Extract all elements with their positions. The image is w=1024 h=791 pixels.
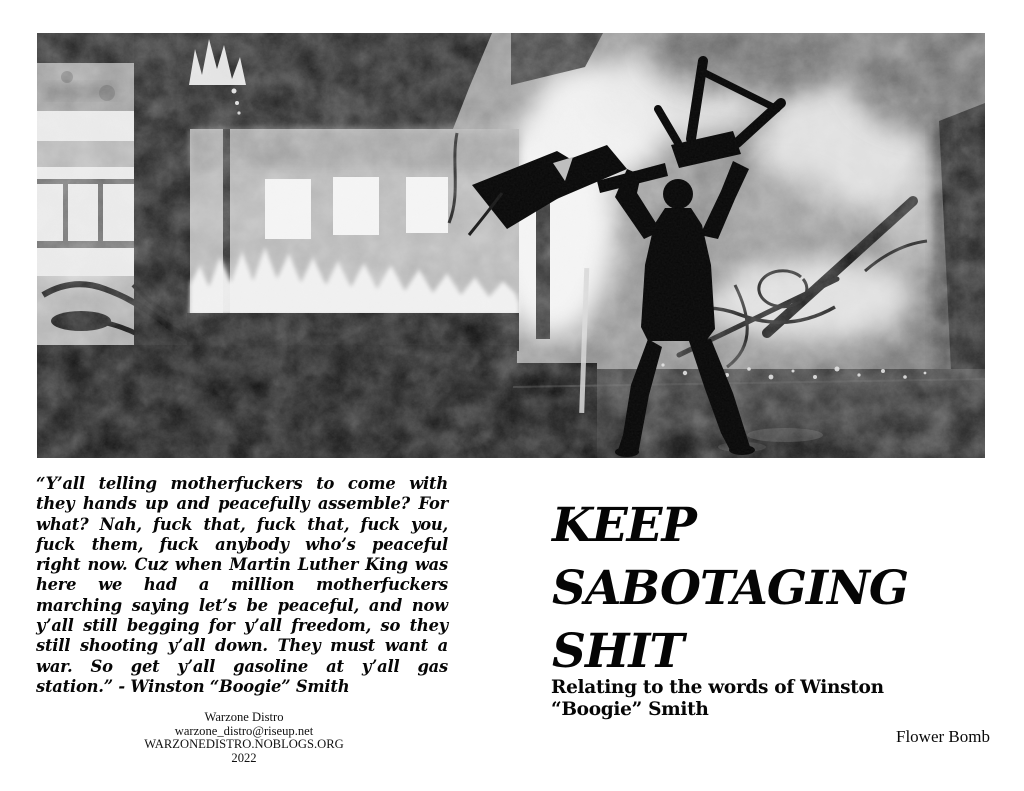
photo-grain [37, 33, 985, 458]
quote-line: war. So get y’all gasoline at y’all gas [36, 656, 448, 676]
quote-line: right now. Cuz when Martin Luther King was [36, 555, 448, 575]
author-credit: Flower Bomb [896, 727, 990, 746]
quote-line: still shooting y’all down. They must want a [36, 636, 448, 656]
burning-building-photo [37, 33, 985, 458]
quote-attribution: station.” - Winston “Boogie” Smith [36, 676, 350, 696]
quote-line: they hands up and peacefully assemble? For [36, 494, 448, 514]
publisher-website: WARZONEDISTRO.NOBLOGS.ORG [144, 737, 344, 752]
subtitle: Relating to the words of Winston “Boogie” Smith [551, 677, 884, 720]
quote-block [36, 474, 448, 697]
title-line: SABOTAGING [552, 561, 909, 616]
page-title [552, 494, 992, 683]
quote-line: fuck them, fuck anybody who’s peaceful [36, 534, 448, 554]
publication-year: 2022 [231, 750, 257, 765]
quote-line: y’all still begging for y’all freedom, so they [36, 616, 448, 636]
publisher-email: warzone_distro@riseup.net [174, 723, 314, 738]
publisher-colophon [118, 711, 370, 765]
title-line: SHIT [552, 624, 684, 679]
publisher-name: Warzone Distro [204, 710, 284, 724]
photo-illustration [37, 33, 985, 458]
title-line: KEEP [552, 498, 696, 553]
quote-line: marching saying let’s be peaceful, and now [36, 595, 448, 615]
quote-line: here we had a million motherfuckers [36, 575, 448, 595]
quote-line: what? Nah, fuck that, fuck that, fuck you, [36, 514, 448, 534]
quote-line: “Y’all telling motherfuckers to come with [36, 474, 448, 493]
